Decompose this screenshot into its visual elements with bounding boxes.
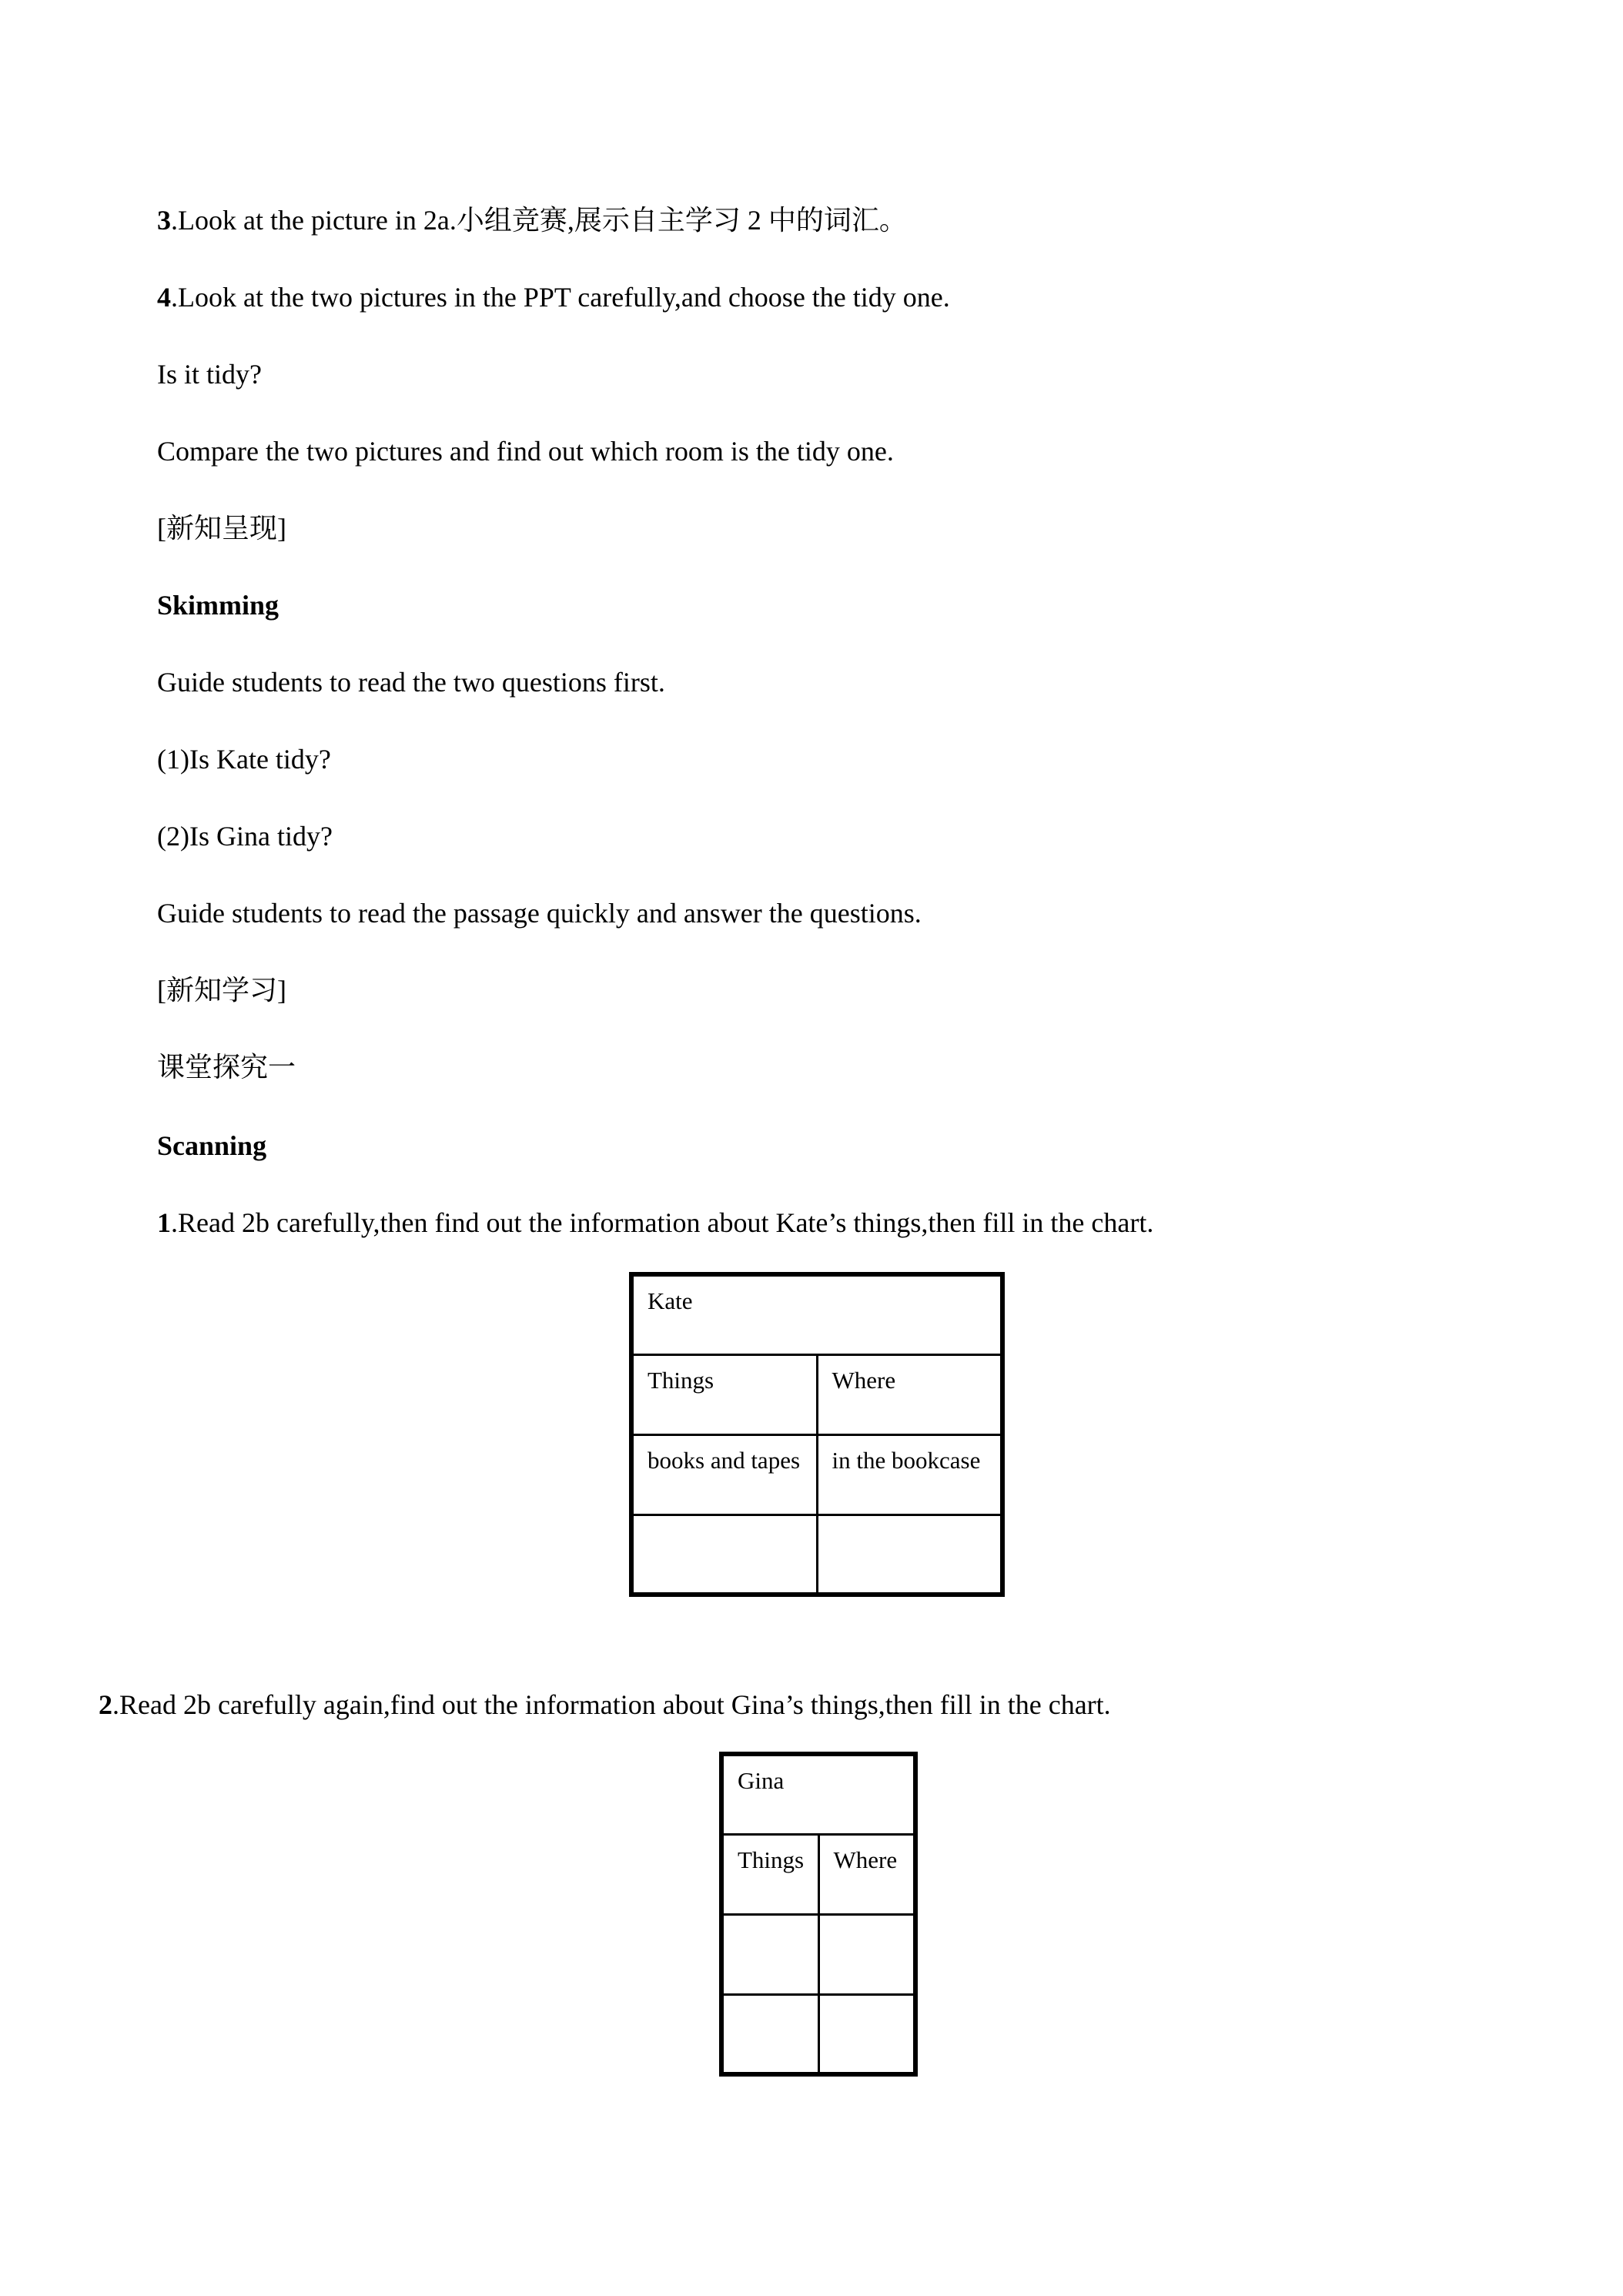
table-row	[721, 1754, 915, 1834]
step-number: 3	[157, 205, 171, 236]
step-2-line	[99, 1688, 1111, 1722]
instruction-line: Compare the two pictures and find out which room is the tidy one.	[157, 436, 894, 467]
skimming-heading: Skimming	[157, 590, 279, 621]
header-cell-things: Things	[721, 1834, 818, 1914]
step-number: 4	[157, 282, 171, 313]
table-row	[631, 1354, 1002, 1434]
section-heading: [新知学习]	[157, 975, 286, 1006]
empty-cell	[818, 1994, 915, 2074]
question-line: Is it tidy?	[157, 359, 262, 390]
table-row	[721, 1914, 915, 1994]
section-heading: [新知呈现]	[157, 513, 286, 544]
gina-chart	[719, 1752, 918, 2077]
step-3-line	[157, 203, 907, 237]
chart-title-cell: Gina	[721, 1754, 915, 1834]
header-cell-things: Things	[631, 1354, 817, 1434]
step-text: .Read 2b carefully,then find out the information about Kate’s things,then fill in the chart.	[171, 1207, 1154, 1238]
step-number: 1	[157, 1207, 171, 1238]
table-row	[631, 1514, 1002, 1595]
table-row	[721, 1834, 915, 1914]
step-1-line	[157, 1206, 1153, 1240]
instruction-line: Guide students to read the passage quickly and answer the questions.	[157, 898, 922, 929]
empty-cell	[818, 1914, 915, 1994]
empty-cell	[631, 1514, 817, 1595]
step-number: 2	[99, 1689, 112, 1720]
table-row	[631, 1434, 1002, 1514]
scanning-heading: Scanning	[157, 1130, 267, 1161]
table-cell: books and tapes	[631, 1434, 817, 1514]
instruction-line: Guide students to read the two questions first.	[157, 667, 665, 698]
empty-cell	[721, 1914, 818, 1994]
step-text: .Look at the two pictures in the PPT carefully,and choose the tidy one.	[171, 282, 950, 313]
step-text: .Read 2b carefully again,find out the information about Gina’s things,then fill in the chart.	[112, 1689, 1111, 1720]
chart-title-cell: Kate	[631, 1274, 1002, 1354]
header-cell-where: Where	[817, 1354, 1002, 1434]
step-text: .Look at the picture in 2a.小组竞赛,展示自主学习 2 中的词汇。	[171, 205, 907, 236]
table-row	[631, 1274, 1002, 1354]
table-cell: in the bookcase	[817, 1434, 1002, 1514]
header-cell-where: Where	[818, 1834, 915, 1914]
empty-cell	[721, 1994, 818, 2074]
section-subheading: 课堂探究一	[157, 1052, 296, 1083]
question-1-line: (1)Is Kate tidy?	[157, 744, 331, 775]
table-row	[721, 1994, 915, 2074]
step-4-line	[157, 280, 950, 314]
question-2-line: (2)Is Gina tidy?	[157, 821, 333, 852]
kate-chart	[629, 1272, 1005, 1597]
empty-cell	[817, 1514, 1002, 1595]
